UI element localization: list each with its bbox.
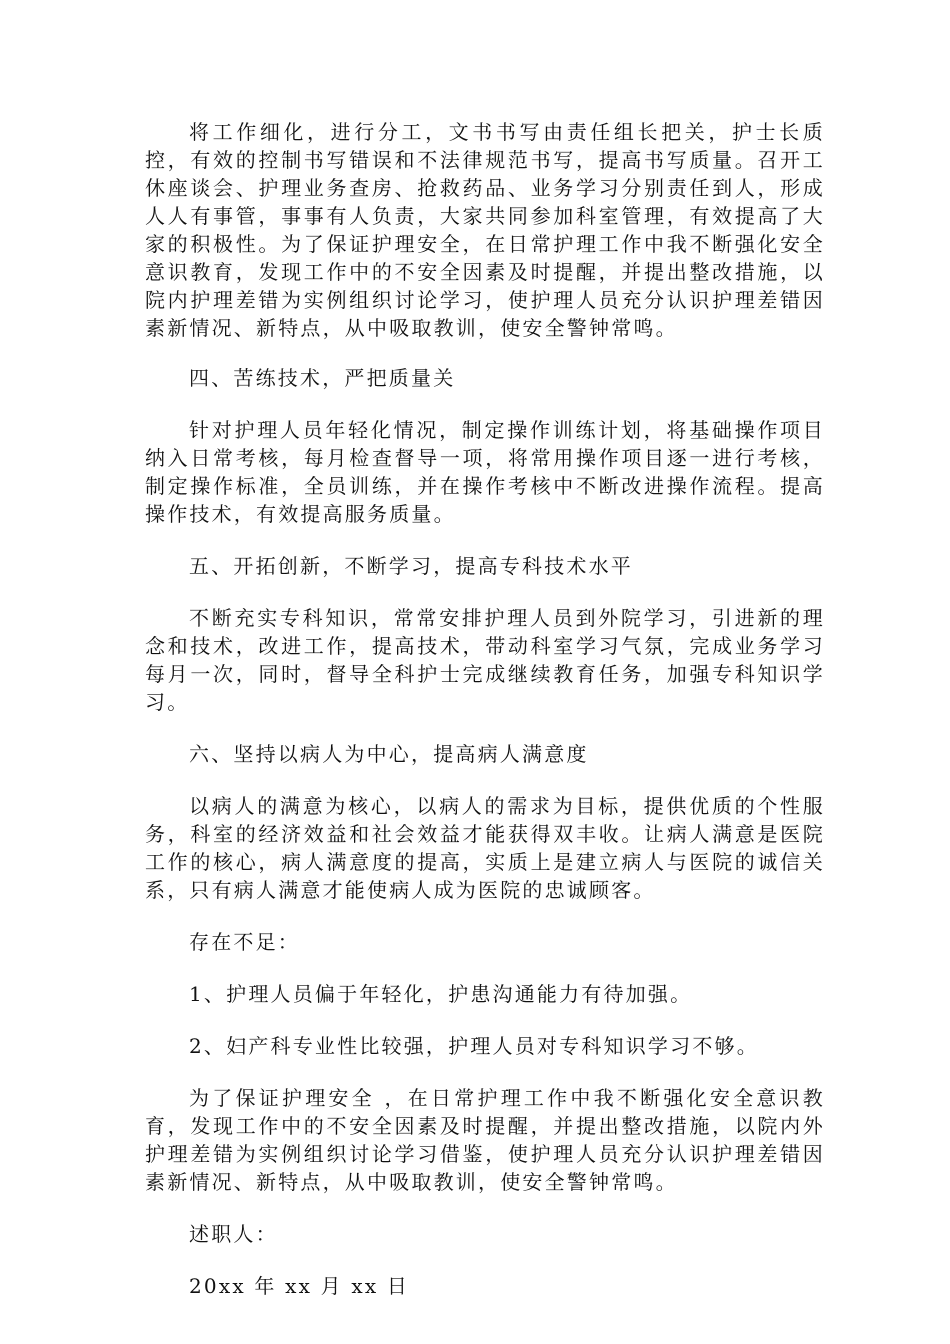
shortcoming-item-2: 2、妇产科专业性比较强，护理人员对专科知识学习不够。	[189, 1034, 759, 1058]
paragraph-skills-training: 针对护理人员年轻化情况，制定操作训练计划，将基础操作项目纳入日常考核，每月检查督导一项，将常用操作项目逐一进行考核，制定操作标准，全员训练，并在操作考核中不断改进操作流程。提高操作技术，有效提高服务质量。	[145, 418, 825, 526]
paragraph-safety: 为了保证护理安全 ，在日常护理工作中我不断强化安全意识教育，发现工作中的不安全因素及时提醒，并提出整改措施，以院内外护理差错为实例组织讨论学习借鉴，使护理人员充分认识护理差错因素新情况、新特点，从中吸取教训，使安全警钟常鸣。	[145, 1086, 825, 1194]
section-heading-innovation: 五、开拓创新，不断学习，提高专科技术水平	[189, 554, 633, 578]
document-page	[145, 118, 825, 1324]
paragraph-patient-satisfaction: 以病人的满意为核心，以病人的需求为目标，提供优质的个性服务，科室的经济效益和社会效益才能获得双丰收。让病人满意是医院工作的核心，病人满意度的提高，实质上是建立病人与医院的诚信关系，只有病人满意才能使病人成为医院的忠诚顾客。	[145, 794, 825, 902]
paragraph-learning: 不断充实专科知识，常常安排护理人员到外院学习，引进新的理念和技术，改进工作，提高技术，带动科室学习气氛，完成业务学习每月一次，同时，督导全科护士完成继续教育任务，加强专科知识学习。	[145, 606, 825, 714]
shortcomings-heading: 存在不足：	[189, 930, 300, 954]
shortcoming-item-1: 1、护理人员偏于年轻化，护患沟通能力有待加强。	[189, 982, 693, 1006]
section-heading-patient-centered: 六、坚持以病人为中心，提高病人满意度	[189, 742, 589, 766]
reporter-label: 述职人：	[189, 1222, 278, 1246]
paragraph-work-details: 将工作细化，进行分工，文书书写由责任组长把关，护士长质控，有效的控制书写错误和不法律规范书写，提高书写质量。召开工休座谈会、护理业务查房、抢救药品、业务学习分别责任到人，形成人人有事管，事事有人负责，大家共同参加科室管理，有效提高了大家的积极性。为了保证护理安全，在日常护理工作中我不断强化安全意识教育，发现工作中的不安全因素及时提醒，并提出整改措施，以院内护理差错为实例组织讨论学习，使护理人员充分认识护理差错因素新情况、新特点，从中吸取教训，使安全警钟常鸣。	[145, 120, 825, 340]
section-heading-skills: 四、苦练技术，严把质量关	[189, 366, 456, 390]
report-date: 20xx 年 xx 月 xx 日	[189, 1274, 410, 1298]
